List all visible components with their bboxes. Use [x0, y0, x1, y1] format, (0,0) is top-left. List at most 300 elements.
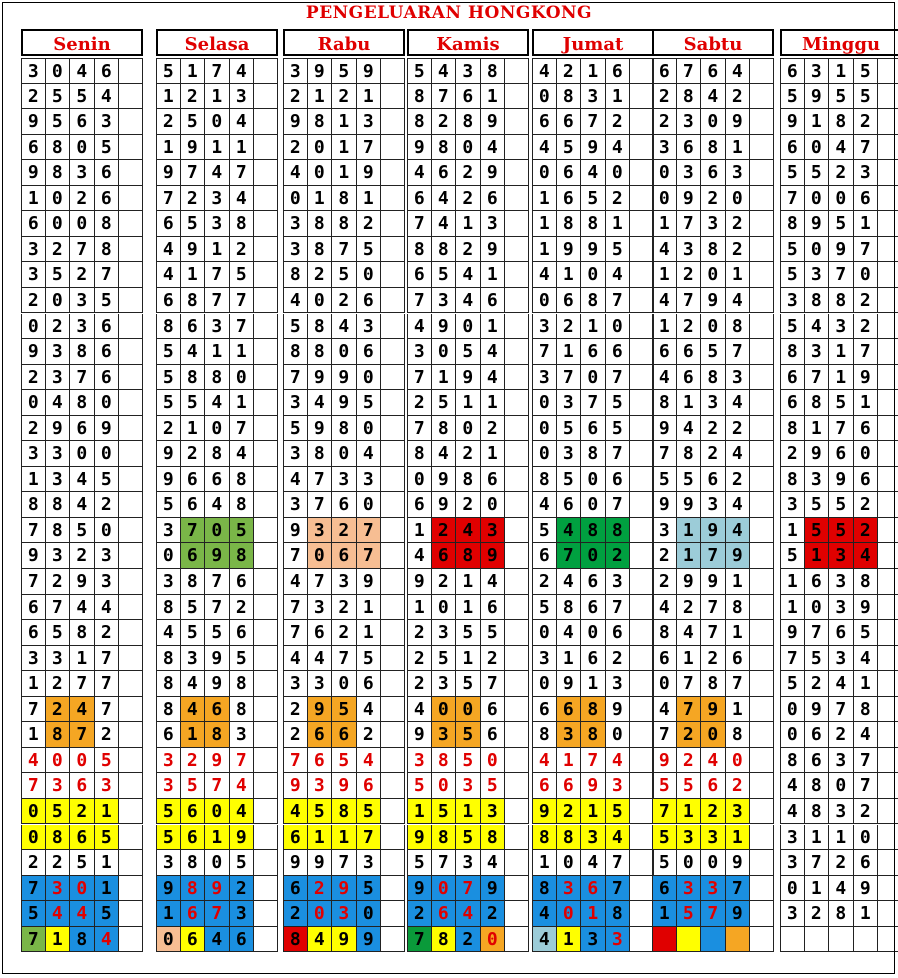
digit-cell: 0 [854, 441, 879, 467]
spacer-cell [381, 901, 405, 927]
digit-cell: 0 [854, 825, 879, 851]
digit-cell: 9 [308, 416, 333, 442]
digit-cell: 4 [456, 288, 481, 314]
digit-cell: 3 [606, 773, 631, 799]
spacer-cell [505, 441, 529, 467]
digit-cell: 2 [726, 237, 751, 263]
digit-cell: 7 [606, 850, 631, 876]
digit-cell: 0 [581, 543, 606, 569]
digit-cell: 8 [780, 748, 805, 774]
digit-cell: 2 [854, 314, 879, 340]
digit-cell: 0 [581, 492, 606, 518]
spacer-cell [878, 135, 898, 161]
spacer-cell [119, 697, 143, 723]
digit-cell: 7 [205, 595, 230, 621]
digit-cell: 0 [332, 441, 357, 467]
digit-cell: 8 [283, 339, 308, 365]
digit-cell: 9 [308, 365, 333, 391]
digit-cell: 3 [205, 186, 230, 212]
digit-cell: 9 [557, 671, 582, 697]
digit-cell: 4 [283, 646, 308, 672]
digit-cell: 8 [726, 722, 751, 748]
digit-cell: 7 [21, 773, 46, 799]
digit-cell: 5 [283, 314, 308, 340]
digit-cell: 7 [701, 543, 726, 569]
digit-cell: 4 [70, 467, 95, 493]
digit-cell: 5 [357, 646, 382, 672]
digit-cell: 2 [407, 390, 432, 416]
digit-cell: 6 [308, 620, 333, 646]
digit-cell: 5 [780, 84, 805, 110]
digit-cell: 3 [230, 901, 255, 927]
digit-cell: 7 [205, 262, 230, 288]
digit-cell: 5 [230, 262, 255, 288]
digit-cell: 1 [805, 416, 830, 442]
digit-cell: 1 [581, 58, 606, 84]
digit-cell: 5 [46, 799, 71, 825]
digit-cell: 3 [432, 722, 457, 748]
digit-cell: 8 [308, 109, 333, 135]
digit-cell: 9 [283, 109, 308, 135]
digit-cell: 3 [726, 365, 751, 391]
digit-cell: 9 [532, 799, 557, 825]
digit-cell: 6 [581, 876, 606, 902]
spacer-cell [630, 160, 654, 186]
digit-cell: 5 [829, 84, 854, 110]
digit-cell: 9 [156, 467, 181, 493]
digit-cell: 1 [308, 84, 333, 110]
digit-cell: 6 [156, 722, 181, 748]
spacer-cell [119, 799, 143, 825]
digit-cell: 8 [581, 697, 606, 723]
spacer-cell [750, 850, 774, 876]
spacer-cell [750, 186, 774, 212]
spacer-cell [505, 595, 529, 621]
digit-cell: 6 [181, 825, 206, 851]
digit-cell: 2 [181, 441, 206, 467]
digit-cell: 8 [805, 288, 830, 314]
digit-cell: 1 [780, 518, 805, 544]
digit-cell: 0 [854, 262, 879, 288]
digit-cell: 4 [95, 84, 120, 110]
day-header-senin: Senin [21, 29, 143, 56]
digit-cell: 9 [407, 135, 432, 161]
digit-cell: 6 [70, 825, 95, 851]
digit-cell: 8 [532, 825, 557, 851]
digit-cell: 6 [95, 339, 120, 365]
digit-cell: 3 [677, 825, 702, 851]
spacer-cell [630, 109, 654, 135]
digit-cell: 7 [205, 773, 230, 799]
digit-cell: 7 [456, 876, 481, 902]
digit-cell: 5 [181, 773, 206, 799]
spacer-cell [878, 58, 898, 84]
digit-cell: 0 [532, 288, 557, 314]
digit-cell: 1 [456, 799, 481, 825]
spacer-cell [505, 314, 529, 340]
spacer-cell [878, 390, 898, 416]
digit-cell: 2 [726, 211, 751, 237]
digit-cell: 8 [332, 416, 357, 442]
digit-cell: 7 [854, 237, 879, 263]
spacer-cell [381, 314, 405, 340]
digit-cell: 7 [230, 748, 255, 774]
digit-cell: 6 [357, 339, 382, 365]
digit-cell: 2 [21, 288, 46, 314]
digit-cell: 9 [606, 697, 631, 723]
spacer-cell [630, 390, 654, 416]
spacer-cell [505, 237, 529, 263]
digit-cell: 5 [357, 237, 382, 263]
spacer-cell [381, 365, 405, 391]
spacer-cell [878, 160, 898, 186]
digit-cell: 2 [481, 901, 506, 927]
digit-cell: 3 [70, 314, 95, 340]
spacer-cell [878, 109, 898, 135]
digit-cell: 5 [456, 825, 481, 851]
digit-cell: 8 [46, 722, 71, 748]
digit-cell: 7 [805, 850, 830, 876]
digit-cell: 4 [95, 927, 120, 953]
digit-cell: 2 [481, 646, 506, 672]
digit-cell: 9 [581, 773, 606, 799]
digit-cell: 1 [21, 722, 46, 748]
digit-cell: 8 [181, 569, 206, 595]
digit-cell: 6 [95, 186, 120, 212]
digit-cell: 6 [156, 288, 181, 314]
digit-cell: 5 [357, 799, 382, 825]
digit-cell: 3 [481, 518, 506, 544]
spacer-cell [505, 492, 529, 518]
spacer-cell [254, 262, 278, 288]
digit-cell: 5 [283, 416, 308, 442]
digit-cell: 2 [701, 186, 726, 212]
digit-cell: 2 [829, 722, 854, 748]
digit-cell: 9 [156, 876, 181, 902]
digit-cell: 5 [854, 58, 879, 84]
digit-cell: 2 [606, 646, 631, 672]
digit-cell: 9 [205, 543, 230, 569]
spacer-cell [878, 416, 898, 442]
digit-cell: 7 [205, 569, 230, 595]
digit-cell: 8 [407, 237, 432, 263]
digit-cell: 5 [780, 237, 805, 263]
spacer-cell [750, 58, 774, 84]
digit-cell: 0 [156, 543, 181, 569]
digit-cell: 8 [230, 697, 255, 723]
digit-cell: 3 [21, 58, 46, 84]
spacer-cell [878, 543, 898, 569]
digit-cell: 3 [283, 237, 308, 263]
spacer-cell [878, 314, 898, 340]
digit-cell: 5 [156, 492, 181, 518]
spacer-cell [878, 84, 898, 110]
digit-cell: 2 [726, 84, 751, 110]
digit-cell: 3 [805, 339, 830, 365]
digit-cell: 8 [407, 109, 432, 135]
digit-cell: 2 [156, 416, 181, 442]
digit-cell: 7 [532, 339, 557, 365]
digit-cell: 2 [456, 927, 481, 953]
digit-cell: 3 [332, 901, 357, 927]
digit-cell: 7 [726, 876, 751, 902]
spacer-cell [254, 416, 278, 442]
spacer-cell [505, 518, 529, 544]
digit-cell: 9 [677, 569, 702, 595]
digit-cell: 5 [606, 799, 631, 825]
digit-cell: 3 [805, 262, 830, 288]
digit-cell: 1 [308, 186, 333, 212]
digit-cell: 3 [726, 160, 751, 186]
digit-cell: 0 [205, 799, 230, 825]
spacer-cell [878, 773, 898, 799]
digit-cell: 9 [181, 237, 206, 263]
digit-cell: 4 [230, 773, 255, 799]
digit-cell: 6 [581, 569, 606, 595]
spacer-cell [878, 467, 898, 493]
digit-cell: 4 [156, 620, 181, 646]
digit-cell: 6 [854, 850, 879, 876]
digit-cell: 1 [481, 441, 506, 467]
digit-cell: 7 [829, 416, 854, 442]
spacer-cell [630, 84, 654, 110]
spacer-cell [254, 850, 278, 876]
digit-cell: 5 [407, 850, 432, 876]
digit-cell: 4 [432, 58, 457, 84]
digit-cell: 4 [606, 825, 631, 851]
digit-cell: 5 [805, 492, 830, 518]
digit-cell: 0 [95, 441, 120, 467]
digit-cell: 0 [532, 441, 557, 467]
spacer-cell [254, 722, 278, 748]
digit-cell: 4 [726, 288, 751, 314]
digit-cell: 2 [726, 773, 751, 799]
spacer-cell [119, 58, 143, 84]
digit-cell: 5 [456, 748, 481, 774]
digit-cell: 3 [181, 646, 206, 672]
digit-cell: 4 [726, 492, 751, 518]
digit-cell: 6 [181, 901, 206, 927]
digit-cell: 0 [805, 186, 830, 212]
spacer-cell [381, 722, 405, 748]
digit-cell: 4 [70, 901, 95, 927]
digit-cell: 8 [156, 595, 181, 621]
digit-cell: 8 [432, 135, 457, 161]
digit-cell: 7 [677, 288, 702, 314]
digit-cell: 0 [46, 748, 71, 774]
digit-cell: 4 [606, 262, 631, 288]
digit-cell: 7 [407, 288, 432, 314]
spacer-cell [505, 927, 529, 953]
spacer-cell [878, 595, 898, 621]
digit-cell: 4 [407, 697, 432, 723]
digit-cell: 3 [677, 160, 702, 186]
digit-cell: 6 [205, 467, 230, 493]
digit-cell: 9 [432, 314, 457, 340]
digit-cell: 8 [780, 467, 805, 493]
digit-cell: 1 [780, 569, 805, 595]
digit-cell: 4 [532, 262, 557, 288]
digit-cell: 6 [283, 876, 308, 902]
digit-cell: 0 [46, 186, 71, 212]
spacer-cell [505, 722, 529, 748]
spacer-cell [630, 237, 654, 263]
digit-cell: 7 [701, 595, 726, 621]
digit-cell: 5 [432, 262, 457, 288]
digit-cell: 6 [606, 339, 631, 365]
digit-cell: 8 [805, 799, 830, 825]
digit-cell: 5 [181, 620, 206, 646]
spacer-cell [119, 927, 143, 953]
digit-cell: 9 [805, 84, 830, 110]
digit-cell: 1 [805, 109, 830, 135]
spacer-cell [630, 927, 654, 953]
digit-cell: 4 [181, 697, 206, 723]
digit-cell: 2 [532, 569, 557, 595]
digit-cell: 8 [70, 390, 95, 416]
digit-cell: 2 [283, 722, 308, 748]
spacer-cell [119, 876, 143, 902]
spacer-cell [750, 84, 774, 110]
digit-cell: 7 [230, 416, 255, 442]
spacer-cell [381, 135, 405, 161]
digit-cell: 7 [677, 211, 702, 237]
digit-cell: 2 [726, 416, 751, 442]
digit-cell: 4 [407, 543, 432, 569]
digit-cell: 2 [726, 467, 751, 493]
digit-cell: 1 [70, 646, 95, 672]
digit-cell: 1 [805, 825, 830, 851]
digit-cell: 3 [780, 901, 805, 927]
digit-cell: 2 [677, 314, 702, 340]
spacer-cell [254, 390, 278, 416]
digit-cell: 4 [726, 518, 751, 544]
spacer-cell [505, 543, 529, 569]
digit-cell: 9 [332, 927, 357, 953]
digit-cell: 6 [780, 135, 805, 161]
digit-cell: 0 [481, 748, 506, 774]
spacer-cell [630, 595, 654, 621]
digit-cell: 8 [230, 492, 255, 518]
digit-cell: 1 [332, 825, 357, 851]
digit-cell: 6 [21, 620, 46, 646]
digit-cell: 9 [21, 160, 46, 186]
digit-cell: 6 [532, 543, 557, 569]
digit-cell: 6 [70, 416, 95, 442]
digit-cell: 2 [283, 697, 308, 723]
digit-cell: 6 [829, 441, 854, 467]
digit-cell: 7 [21, 569, 46, 595]
digit-cell: 4 [70, 595, 95, 621]
digit-cell: 2 [407, 646, 432, 672]
digit-cell: 4 [308, 390, 333, 416]
digit-cell: 7 [829, 262, 854, 288]
digit-cell: 6 [332, 492, 357, 518]
spacer-cell [119, 543, 143, 569]
digit-cell: 3 [21, 237, 46, 263]
digit-cell: 3 [829, 314, 854, 340]
spacer-cell [630, 543, 654, 569]
spacer-cell [505, 211, 529, 237]
digit-cell: 6 [181, 799, 206, 825]
digit-cell: 3 [283, 492, 308, 518]
digit-cell: 2 [606, 186, 631, 212]
digit-cell: 8 [332, 186, 357, 212]
spacer-cell [505, 390, 529, 416]
digit-cell: 3 [46, 876, 71, 902]
digit-cell: 2 [829, 160, 854, 186]
digit-cell: 9 [726, 850, 751, 876]
page-title: PENGELUARAN HONGKONG [305, 3, 593, 23]
digit-cell: 9 [407, 722, 432, 748]
digit-cell: 8 [230, 467, 255, 493]
digit-cell: 8 [308, 211, 333, 237]
digit-cell: 6 [652, 646, 677, 672]
spacer-cell [254, 671, 278, 697]
digit-cell: 5 [652, 850, 677, 876]
digit-cell: 2 [652, 84, 677, 110]
digit-cell: 1 [407, 595, 432, 621]
digit-cell: 5 [181, 109, 206, 135]
digit-cell: 1 [181, 58, 206, 84]
digit-cell: 5 [677, 901, 702, 927]
digit-cell: 8 [805, 773, 830, 799]
digit-cell: 1 [357, 595, 382, 621]
digit-cell: 8 [283, 262, 308, 288]
digit-cell: 4 [432, 186, 457, 212]
digit-cell: 2 [407, 671, 432, 697]
digit-cell: 4 [557, 518, 582, 544]
digit-cell: 4 [205, 390, 230, 416]
spacer-cell [878, 441, 898, 467]
digit-cell: 3 [357, 314, 382, 340]
spacer-cell [750, 722, 774, 748]
digit-cell: 3 [156, 850, 181, 876]
digit-cell: 7 [95, 646, 120, 672]
digit-cell: 8 [156, 646, 181, 672]
digit-cell: 0 [581, 365, 606, 391]
spacer-cell [381, 748, 405, 774]
digit-cell: 5 [308, 799, 333, 825]
digit-cell: 3 [581, 825, 606, 851]
digit-cell: 2 [283, 901, 308, 927]
digit-cell: 8 [308, 339, 333, 365]
digit-cell: 6 [432, 901, 457, 927]
spacer-cell [630, 441, 654, 467]
digit-cell: 8 [805, 390, 830, 416]
digit-cell: 2 [95, 722, 120, 748]
digit-cell: 5 [230, 646, 255, 672]
spacer-cell [750, 288, 774, 314]
digit-cell: 4 [532, 58, 557, 84]
digit-cell: 8 [652, 390, 677, 416]
digit-cell: 0 [581, 262, 606, 288]
spacer-cell [254, 876, 278, 902]
digit-cell: 6 [332, 722, 357, 748]
digit-cell: 5 [432, 390, 457, 416]
digit-cell: 2 [181, 84, 206, 110]
spacer-cell [254, 620, 278, 646]
digit-cell: 4 [652, 365, 677, 391]
digit-cell: 0 [677, 850, 702, 876]
digit-cell: 3 [701, 876, 726, 902]
digit-cell: 1 [332, 135, 357, 161]
digit-cell: 6 [780, 58, 805, 84]
digit-cell: 1 [308, 825, 333, 851]
digit-cell: 6 [230, 620, 255, 646]
digit-cell: 3 [156, 773, 181, 799]
digit-cell: 0 [21, 314, 46, 340]
